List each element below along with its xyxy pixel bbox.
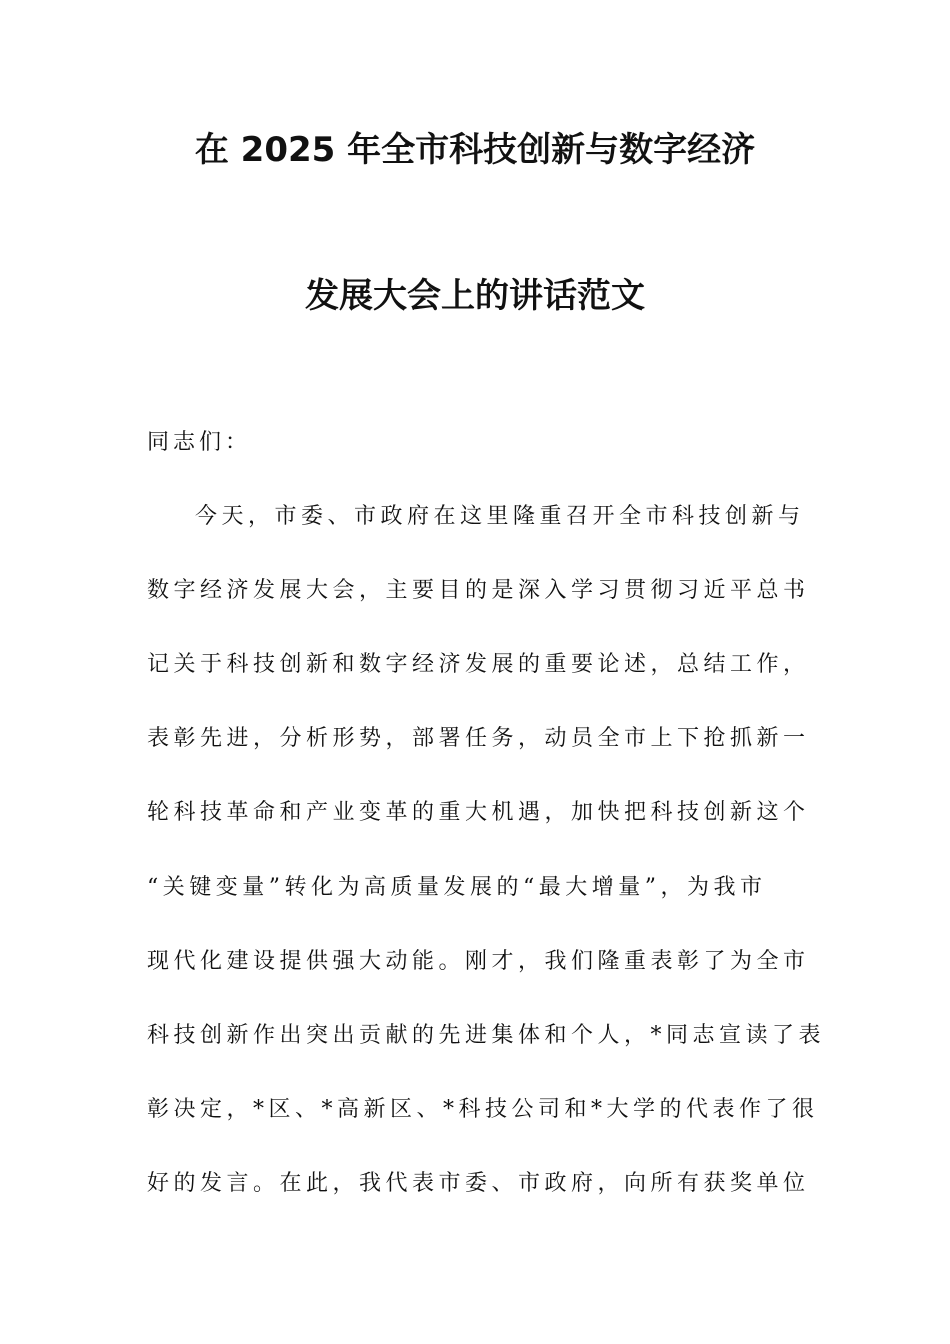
paragraph-line: 轮科技革命和产业变革的重大机遇，加快把科技创新这个 bbox=[147, 800, 810, 825]
paragraph-line: 表彰先进，分析形势，部署任务，动员全市上下抢抓新一 bbox=[147, 726, 810, 751]
salutation: 同志们： bbox=[147, 430, 252, 455]
paragraph-line: 彰决定，*区、*高新区、*科技公司和*大学的代表作了很 bbox=[147, 1097, 819, 1122]
paragraph-line: 今天，市委、市政府在这里隆重召开全市科技创新与 bbox=[195, 504, 805, 529]
paragraph-line: 现代化建设提供强大动能。刚才，我们隆重表彰了为全市 bbox=[147, 949, 810, 974]
document-title-line-1: 在 2025 年全市科技创新与数字经济 bbox=[194, 130, 756, 170]
paragraph-line: “关键变量”转化为高质量发展的“最大增量”，为我市 bbox=[147, 875, 767, 900]
paragraph-line: 记关于科技创新和数字经济发展的重要论述，总结工作， bbox=[147, 652, 810, 677]
document-title-line-2: 发展大会上的讲话范文 bbox=[305, 276, 645, 316]
paragraph-line: 科技创新作出突出贡献的先进集体和个人，*同志宣读了表 bbox=[147, 1023, 826, 1048]
paragraph-line: 好的发言。在此，我代表市委、市政府，向所有获奖单位 bbox=[147, 1171, 810, 1196]
paragraph-line: 数字经济发展大会，主要目的是深入学习贯彻习近平总书 bbox=[147, 578, 810, 603]
